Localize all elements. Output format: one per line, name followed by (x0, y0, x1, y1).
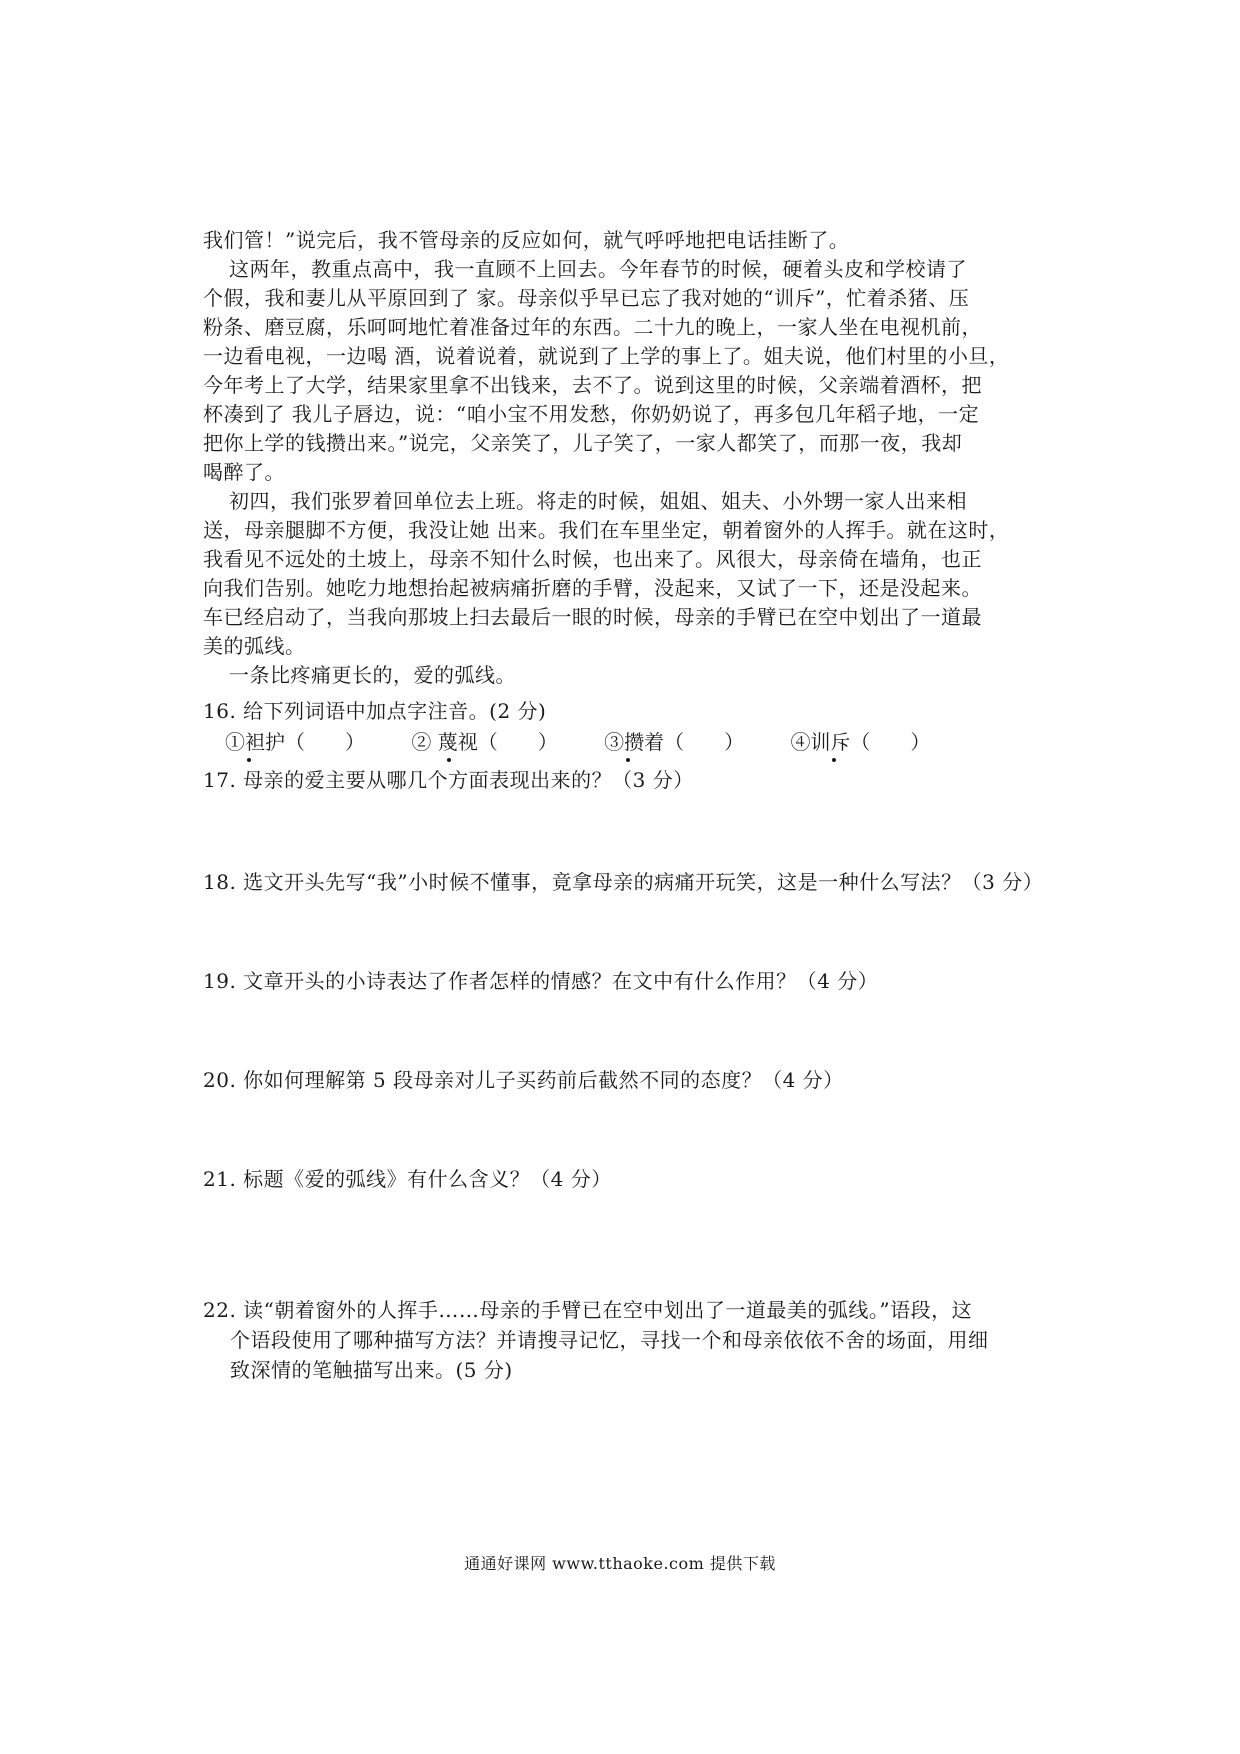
passage-line: 一边看电视，一边喝 酒，说着说着，就说到了上学的事上了。姐夫说，他们村里的小旦， (203, 344, 1010, 368)
passage-line: 美的弧线。 (203, 634, 306, 658)
passage-line: 向我们告别。她吃力地想抬起被病痛折磨的手臂，没起来，又试了一下，还是没起来。 (203, 576, 982, 600)
passage-line: 我们管！”说完后，我不管母亲的反应如何，就气呼呼地把电话挂断了。 (203, 228, 850, 252)
page-footer: 通通好课网 www.tthaoke.com 提供下载 (464, 1554, 776, 1573)
passage-line: 杯凑到了 我儿子唇边，说：“咱小宝不用发愁，你奶奶说了，再多包几年稻子地，一定 (203, 402, 980, 426)
passage-line: 粉条、磨豆腐，乐呵呵地忙着准备过年的东西。二十九的晚上，一家人坐在电视机前， (203, 315, 982, 339)
question-22-line: 个语段使用了哪种描写方法？并请搜寻记忆，寻找一个和母亲依依不舍的场面，用细 (230, 1328, 989, 1352)
passage-line: 我看见不远处的土坡上，母亲不知什么时候，也出来了。风很大，母亲倚在墙角，也正 (203, 547, 982, 571)
emphasis-dot (247, 758, 251, 762)
question-20: 20. 你如何理解第 5 段母亲对儿子买药前后截然不同的态度？（4 分） (203, 1068, 844, 1092)
question-16: 16. 给下列词语中加点字注音。(2 分) (203, 699, 547, 723)
pinyin-item-text: ④训斥（ ） (790, 730, 931, 754)
question-19: 19. 文章开头的小诗表达了作者怎样的情感？在文中有什么作用？（4 分） (203, 969, 879, 993)
pinyin-item-2 (411, 728, 557, 756)
pinyin-item-1 (225, 728, 365, 756)
pinyin-item-text: ② 蔑视（ ） (411, 730, 558, 754)
passage-line: 一条比疼痛更长的，爱的弧线。 (229, 663, 516, 687)
emphasis-dot (626, 758, 630, 762)
question-21: 21. 标题《爱的弧线》有什么含义？（4 分） (203, 1167, 612, 1191)
passage-line: 送，母亲腿脚不方便，我没让她 出来。我们在车里坐定，朝着窗外的人挥手。就在这时， (203, 518, 1010, 542)
passage-line: 这两年，教重点高中，我一直顾不上回去。今年春节的时候，硬着头皮和学校请了 (229, 257, 967, 281)
pinyin-item-text: ①袒护（ ） (225, 730, 365, 754)
passage-line: 车已经启动了，当我向那坡上扫去最后一眼的时候，母亲的手臂已在空中划出了一道最 (203, 605, 982, 629)
question-22-line: 致深情的笔触描写出来。(5 分) (230, 1358, 513, 1382)
passage-line: 初四，我们张罗着回单位去上班。将走的时候，姐姐、姐夫、小外甥一家人出来相 (229, 489, 967, 513)
question-18: 18. 选文开头先写“我”小时候不懂事，竟拿母亲的病痛开玩笑，这是一种什么写法？（3 分） (203, 870, 1044, 894)
question-17: 17. 母亲的爱主要从哪几个方面表现出来的？（3 分） (203, 768, 694, 792)
question-22-line: 22. 读“朝着窗外的人挥手……母亲的手臂已在空中划出了一道最美的弧线。”语段，这 (203, 1298, 973, 1322)
pinyin-item-3 (604, 728, 744, 756)
pinyin-items-row (225, 728, 970, 756)
passage-line: 今年考上了大学，结果家里拿不出钱来，去不了。说到这里的时候，父亲端着酒杯，把 (203, 373, 982, 397)
emphasis-dot (832, 758, 836, 762)
passage-line: 个假，我和妻儿从平原回到了 家。母亲似乎早已忘了我对她的“训斥”，忙着杀猪、压 (203, 286, 970, 310)
pinyin-item-text: ③攒着（ ） (604, 730, 745, 754)
emphasis-dot (447, 758, 451, 762)
pinyin-item-4 (790, 728, 930, 756)
passage-line: 把你上学的钱攒出来。”说完，父亲笑了，儿子笑了，一家人都笑了，而那一夜，我却 (203, 431, 963, 455)
passage-line: 喝醉了。 (203, 460, 285, 484)
